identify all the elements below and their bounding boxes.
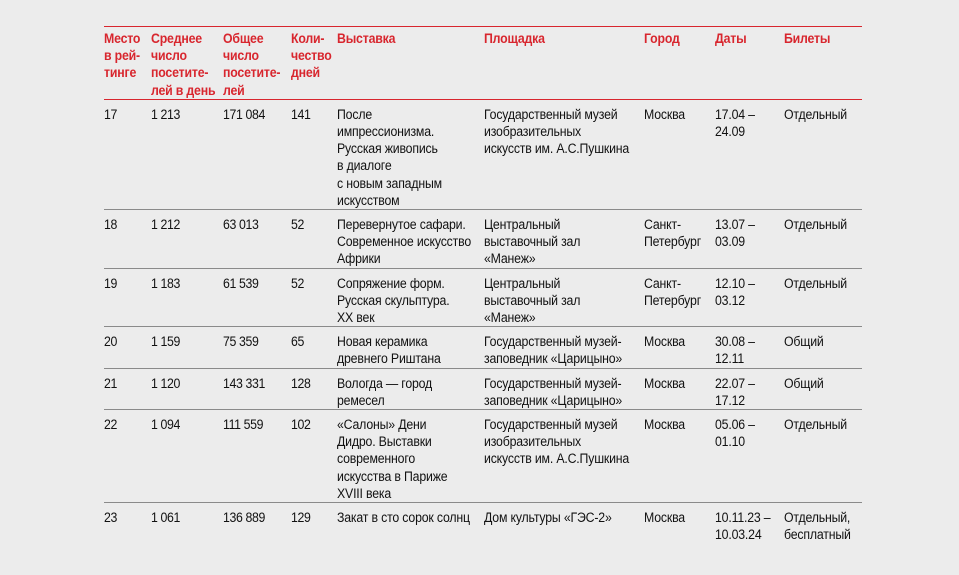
- cell-total-visitors: [223, 410, 291, 503]
- cell-rank: [104, 327, 151, 368]
- cell-exhibition-text: Новая керамика древнего Риштана: [337, 334, 441, 367]
- exhibition-ranking-table-wrapper: [104, 26, 862, 543]
- header-row: [104, 27, 862, 100]
- cell-exhibition-text: Перевернутое сафари. Современное искусство Африки: [337, 217, 472, 267]
- header-tickets: Билеты: [784, 27, 862, 100]
- cell-dates: [715, 327, 784, 368]
- cell-exhibition: [337, 503, 484, 544]
- cell-total-visitors: [223, 210, 291, 269]
- header-exhibition: Выставка: [337, 27, 484, 100]
- cell-city: [644, 210, 715, 269]
- cell-avg-daily-visitors-text: 1 094: [151, 417, 180, 433]
- cell-avg-daily-visitors: [151, 410, 223, 503]
- cell-exhibition: [337, 210, 484, 269]
- cell-dates-text: 10.11.23 – 10.03.24: [715, 510, 771, 543]
- cell-venue: [484, 327, 644, 368]
- cell-dates-text: 05.06 – 01.10: [715, 417, 755, 450]
- cell-venue-text: Дом культуры «ГЭС-2»: [484, 510, 612, 526]
- cell-rank: [104, 503, 151, 544]
- table-row: [104, 268, 862, 327]
- cell-tickets: [784, 99, 862, 209]
- cell-city: [644, 368, 715, 409]
- cell-rank: [104, 410, 151, 503]
- cell-dates: [715, 268, 784, 327]
- cell-rank: [104, 210, 151, 269]
- cell-venue: [484, 410, 644, 503]
- cell-city-text: Санкт- Петербург: [644, 275, 702, 308]
- cell-venue-text: Государственный музей изобразительных искусств им. А.С.Пушкина: [484, 106, 630, 157]
- header-rank: Место в рей- тинге: [104, 27, 151, 100]
- cell-venue: [484, 268, 644, 327]
- cell-exhibition: [337, 99, 484, 209]
- cell-dates-text: 30.08 – 12.11: [715, 334, 755, 367]
- cell-rank-text: 20: [104, 334, 117, 350]
- cell-city-text: Москва: [644, 334, 685, 350]
- exhibition-ranking-table: [104, 26, 862, 543]
- cell-days-text: 52: [291, 217, 304, 233]
- cell-avg-daily-visitors-text: 1 061: [151, 510, 180, 526]
- cell-dates: [715, 210, 784, 269]
- cell-days: [291, 327, 337, 368]
- header-venue: Площадка: [484, 27, 644, 100]
- cell-avg-daily-visitors-text: 1 120: [151, 375, 180, 391]
- cell-exhibition: [337, 268, 484, 327]
- cell-tickets: [784, 210, 862, 269]
- cell-avg-daily-visitors: [151, 210, 223, 269]
- cell-dates-text: 12.10 – 03.12: [715, 275, 755, 308]
- cell-dates: [715, 410, 784, 503]
- cell-tickets: [784, 410, 862, 503]
- cell-rank: [104, 268, 151, 327]
- header-dates: Даты: [715, 27, 784, 100]
- cell-venue: [484, 368, 644, 409]
- cell-days: [291, 410, 337, 503]
- cell-venue: [484, 503, 644, 544]
- cell-exhibition-text: Закат в сто сорок солнц: [337, 510, 470, 526]
- cell-days-text: 102: [291, 417, 311, 433]
- cell-avg-daily-visitors: [151, 268, 223, 327]
- cell-exhibition-text: «Салоны» Дени Дидро. Выставки современного искусства в Париже XVIII века: [337, 417, 448, 501]
- cell-tickets-text: Отдельный: [784, 275, 847, 291]
- cell-city-text: Москва: [644, 106, 685, 122]
- header-city: Город: [644, 27, 715, 100]
- header-avg-daily-visitors: Среднее число посетите- лей в день: [151, 27, 223, 100]
- cell-total-visitors: [223, 503, 291, 544]
- cell-days-text: 129: [291, 510, 311, 526]
- cell-venue-text: Центральный выставочный зал «Манеж»: [484, 275, 581, 326]
- table-row: [104, 410, 862, 503]
- cell-tickets-text: Отдельный, бесплатный: [784, 510, 851, 543]
- cell-days: [291, 368, 337, 409]
- cell-rank: [104, 368, 151, 409]
- cell-total-visitors-text: 61 539: [223, 275, 259, 291]
- cell-total-visitors: [223, 327, 291, 368]
- cell-rank-text: 23: [104, 510, 117, 526]
- cell-total-visitors-text: 143 331: [223, 375, 265, 391]
- cell-avg-daily-visitors-text: 1 212: [151, 217, 180, 233]
- cell-venue-text: Центральный выставочный зал «Манеж»: [484, 217, 581, 267]
- cell-days-text: 65: [291, 334, 304, 350]
- cell-dates-text: 13.07 – 03.09: [715, 217, 755, 250]
- cell-total-visitors: [223, 99, 291, 209]
- cell-total-visitors-text: 75 359: [223, 334, 259, 350]
- cell-tickets-text: Общий: [784, 334, 824, 350]
- cell-rank-text: 19: [104, 275, 117, 291]
- cell-tickets-text: Общий: [784, 375, 824, 391]
- table-row: [104, 503, 862, 544]
- header-total-visitors: Общее число посетите- лей: [223, 27, 291, 100]
- cell-avg-daily-visitors: [151, 503, 223, 544]
- cell-tickets: [784, 327, 862, 368]
- cell-venue-text: Государственный музей- заповедник «Царицыно»: [484, 334, 623, 367]
- cell-total-visitors-text: 171 084: [223, 106, 265, 122]
- table-row: [104, 368, 862, 409]
- cell-tickets: [784, 368, 862, 409]
- table-row: [104, 99, 862, 209]
- cell-rank-text: 22: [104, 417, 117, 433]
- cell-avg-daily-visitors-text: 1 213: [151, 106, 180, 122]
- cell-city-text: Санкт- Петербург: [644, 217, 702, 250]
- cell-avg-daily-visitors: [151, 99, 223, 209]
- cell-dates-text: 22.07 – 17.12: [715, 375, 755, 408]
- cell-dates: [715, 368, 784, 409]
- cell-city: [644, 503, 715, 544]
- cell-rank-text: 17: [104, 106, 117, 122]
- cell-city-text: Москва: [644, 417, 685, 433]
- cell-total-visitors-text: 136 889: [223, 510, 265, 526]
- cell-exhibition-text: Вологда — город ремесел: [337, 375, 433, 408]
- cell-days: [291, 99, 337, 209]
- cell-city: [644, 410, 715, 503]
- cell-venue-text: Государственный музей изобразительных искусств им. А.С.Пушкина: [484, 417, 630, 467]
- cell-avg-daily-visitors-text: 1 183: [151, 275, 180, 291]
- cell-exhibition-text: После импрессионизма. Русская живопись в диалоге с новым западным искусством: [337, 106, 442, 208]
- cell-rank-text: 18: [104, 217, 117, 233]
- table-body: [104, 99, 862, 543]
- cell-days-text: 52: [291, 275, 304, 291]
- cell-exhibition-text: Сопряжение форм. Русская скульптура. XX век: [337, 275, 450, 326]
- cell-avg-daily-visitors: [151, 368, 223, 409]
- header-days: Коли- чество дней: [291, 27, 337, 100]
- cell-total-visitors-text: 63 013: [223, 217, 259, 233]
- cell-total-visitors: [223, 268, 291, 327]
- cell-exhibition: [337, 327, 484, 368]
- cell-total-visitors-text: 111 559: [223, 417, 264, 433]
- cell-avg-daily-visitors-text: 1 159: [151, 334, 180, 350]
- cell-dates-text: 17.04 – 24.09: [715, 106, 755, 140]
- cell-tickets: [784, 503, 862, 544]
- cell-days-text: 128: [291, 375, 311, 391]
- cell-dates: [715, 503, 784, 544]
- cell-exhibition: [337, 410, 484, 503]
- cell-tickets-text: Отдельный: [784, 106, 847, 122]
- cell-days: [291, 268, 337, 327]
- table-header: [104, 27, 862, 100]
- cell-city-text: Москва: [644, 375, 685, 391]
- cell-total-visitors: [223, 368, 291, 409]
- cell-city: [644, 327, 715, 368]
- table-row: [104, 327, 862, 368]
- cell-days: [291, 503, 337, 544]
- cell-city-text: Москва: [644, 510, 685, 526]
- cell-days: [291, 210, 337, 269]
- cell-tickets-text: Отдельный: [784, 217, 847, 233]
- cell-tickets-text: Отдельный: [784, 417, 847, 433]
- cell-tickets: [784, 268, 862, 327]
- table-row: [104, 210, 862, 269]
- cell-venue: [484, 99, 644, 209]
- cell-rank-text: 21: [104, 375, 117, 391]
- cell-city: [644, 268, 715, 327]
- cell-avg-daily-visitors: [151, 327, 223, 368]
- cell-venue-text: Государственный музей- заповедник «Царицыно»: [484, 375, 623, 408]
- cell-rank: [104, 99, 151, 209]
- cell-city: [644, 99, 715, 209]
- cell-dates: [715, 99, 784, 209]
- cell-exhibition: [337, 368, 484, 409]
- cell-venue: [484, 210, 644, 269]
- cell-days-text: 141: [291, 106, 311, 122]
